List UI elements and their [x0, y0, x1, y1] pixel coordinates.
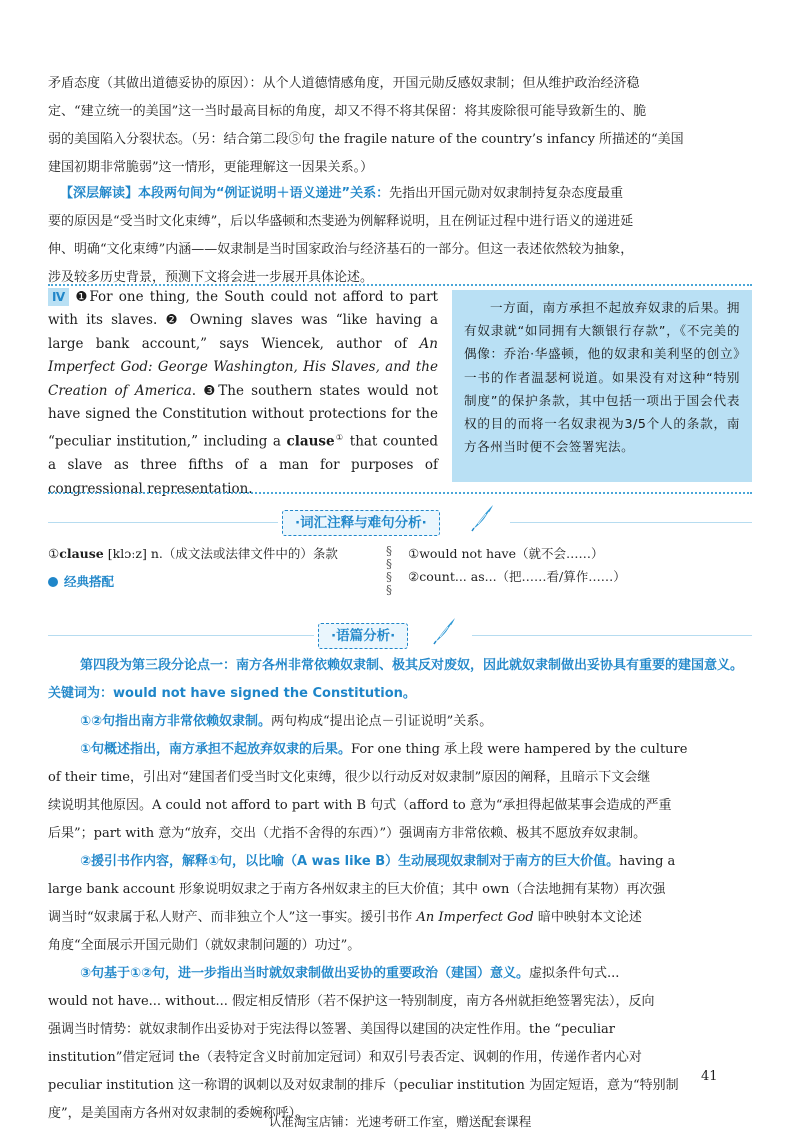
- sentence-3: The southern states would not have signed the Constitution without protections for the “peculiar institution,” including a: [48, 382, 439, 450]
- section-rule-right: [510, 522, 752, 523]
- intro-line: 定、“建立统一的美国”这一当时最高目标的角度，却又不得不将其保留：将其废除很可能导致新生的、脆: [48, 104, 647, 119]
- analysis-section-title: ·语篇分析·: [318, 623, 408, 649]
- deep-reading-label: 【深层解读】本段两句间为“例证说明＋语义递进”关系：: [60, 186, 390, 201]
- footer-note: 认准淘宝店铺：光速考研工作室，赠送配套课程: [268, 1114, 532, 1129]
- analysis-p3-head: ③句基于①②句，进一步指出当时就奴隶制做出妥协的重要政治（建国）意义。: [80, 966, 530, 981]
- vocab-entry-definition: [klɔːz] n.（成文法或法律文件中的）条款: [103, 546, 338, 561]
- footnote-marker: ①: [334, 433, 345, 443]
- analysis-p3-line: 强调当时情势：就奴隶制作出妥协对于宪法得以签署、美国得以建国的决定性作用。the “peculiar: [48, 1022, 616, 1037]
- analysis-p1-line: For one thing 承上段 were hampered by the culture: [351, 742, 688, 757]
- deep-reading-line: 要的原因是“受当时文化束缚”，后以华盛顿和杰斐逊为例解释说明，且在例证过程中进行语义的递进延: [48, 214, 634, 229]
- analysis-p2-head: ②援引书作内容，解释①句，以比喻（A was like B）生动展现奴隶制对于南方的巨大价值。: [80, 854, 620, 869]
- analysis-p2-line: 角度“全面展示开国元勋们（就奴隶制问题的）功过”。: [48, 938, 361, 953]
- sentence-number: ❶: [75, 289, 90, 305]
- sentence-number: ❷: [165, 312, 182, 329]
- divider-bottom: [48, 492, 752, 494]
- analysis-point-12-rest: 两句构成“提出论点－引证说明”关系。: [271, 714, 493, 729]
- english-passage: [48, 286, 438, 501]
- sentence-2-end: .: [191, 382, 197, 399]
- collocation-heading: [48, 571, 114, 593]
- paragraph-marker: Ⅳ: [48, 288, 69, 306]
- analysis-p3-line: 虚拟条件句式...: [529, 966, 620, 981]
- analysis-p2-line: having a: [619, 854, 676, 869]
- book-title: An Imperfect God: [416, 910, 534, 925]
- analysis-p1-line: of their time，引出对“建国者们受当时文化束缚，很少以行动反对奴隶制”原因的阐释，且暗示下文会继: [48, 770, 651, 785]
- intro-line: 弱的美国陷入分裂状态。（另：结合第二段⑤句 the fragile nature of the country’s infancy 所描述的“美国: [48, 132, 684, 147]
- section-rule-left: [48, 522, 278, 523]
- sentence-2: Owning slaves was “like having a large bank account,” says Wiencek, author of: [48, 312, 439, 352]
- deep-reading-first-line: [60, 180, 623, 208]
- vocab-entry-word: clause: [59, 546, 104, 561]
- analysis-p2-line: large bank account 形象说明奴隶之于南方各州奴隶主的巨大价值；其中 own（合法地拥有某物）再次强: [48, 882, 666, 897]
- analysis-p2-line: 调当时“奴隶属于私人财产、而非独立个人”这一事实。援引书作: [48, 910, 413, 925]
- page-number: 41: [701, 1069, 718, 1084]
- analysis-point-12: [80, 708, 492, 736]
- swirl-divider-icon: § § § §: [386, 544, 392, 597]
- deep-reading-line: 涉及较多历史背景，预测下文将会进一步展开具体论述。: [48, 270, 374, 285]
- deep-reading-line: 伸、明确“文化束缚”内涵——奴隶制是当时国家政治与经济基石的一部分。但这一表述依然较为抽象，: [48, 242, 634, 257]
- analysis-p2-line-mixed: [48, 904, 642, 932]
- analysis-p2-line: 暗中映射本文论述: [537, 910, 642, 925]
- vocab-entry-number: ①: [48, 546, 60, 561]
- bullet-dot-icon: [48, 577, 58, 587]
- analysis-summary: 第四段为第三段分论点一：南方各州非常依赖奴隶制、极其反对废奴，因此就奴隶制做出妥协具有重要的建国意义。关键词为：would not have signed the Constitution。: [48, 658, 744, 701]
- analysis-p2-first: [80, 848, 675, 876]
- analysis-p3-line: institution”借定冠词 the（表特定含义时前加定冠词）和双引号表否定、讽刺的作用，传递作者内心对: [48, 1050, 642, 1065]
- keyword-clause: clause: [286, 433, 335, 450]
- quill-pen-icon: [432, 615, 458, 645]
- analysis-p1-head: ①句概述指出，南方承担不起放弃奴隶的后果。: [80, 742, 352, 757]
- analysis-p1-line: 续说明其他原因。A could not afford to part with B 句式（afford to 意为“承担得起做某事会造成的严重: [48, 798, 672, 813]
- sentence-number: ❸: [203, 382, 219, 399]
- analysis-p3-line: peculiar institution 这一称谓的讽刺以及对奴隶制的排斥（peculiar institution 为固定短语，意为“特别制: [48, 1078, 679, 1093]
- translation-box: 一方面，南方承担不起放弃奴隶的后果。拥有奴隶就“如同拥有大额银行存款”，《不完美的偶像：乔治·华盛顿，他的奴隶和美利坚的创立》一书的作者温瑟柯说道。如果没有对这种“特别制度”的保护条款，其中包括一项出于国会代表权的目的而将一名奴隶视为3/5个人的条款，南方各州当时便不会签署宪法。: [452, 290, 752, 482]
- sentence-1: For one thing, the South could not afford to part with its slaves.: [48, 289, 438, 329]
- vocab-section-title: ·词汇注释与难句分析·: [282, 510, 440, 536]
- deep-reading-line: 先指出开国元勋对奴隶制持复杂态度最重: [389, 186, 624, 201]
- quill-pen-icon: [470, 502, 496, 532]
- analysis-point-12-head: ①②句指出南方非常依赖奴隶制。: [80, 714, 272, 729]
- collocation-item: ①would not have（就不会……）: [408, 546, 604, 561]
- intro-line: 建国初期非常脆弱”这一情形，更能理解这一因果关系。）: [48, 160, 374, 175]
- analysis-p1-first: [80, 736, 687, 764]
- analysis-p3-line: would not have... without... 假定相反情形（若不保护这一特别制度，南方各州就拒绝签署宪法），反向: [48, 994, 655, 1009]
- analysis-p3-line: 度”，是美国南方各州对奴隶制的委婉称呼）。: [48, 1106, 309, 1121]
- analysis-p1-line: 后果”；part with 意为“放弃，交出（尤指不舍得的东西）”）强调南方非常依赖、极其不愿放弃奴隶制。: [48, 826, 647, 841]
- collocation-label: 经典搭配: [64, 574, 115, 589]
- book-title: An Imperfect God: George Washington, His Slaves, and the Creation of America: [48, 335, 438, 399]
- sentence-3-rest: that counted a slave as three fifths of a man for purposes of congressional representation.: [48, 433, 439, 497]
- analysis-p3-first: [80, 960, 619, 988]
- vocab-entry: [48, 543, 338, 565]
- intro-line: 矛盾态度（其做出道德妥协的原因）：从个人道德情感角度，开国元勋反感奴隶制；但从维护政治经济稳: [48, 76, 640, 91]
- collocation-item: ②count... as...（把……看/算作……）: [408, 569, 626, 584]
- section-rule-right: [472, 635, 752, 636]
- section-rule-left: [48, 635, 314, 636]
